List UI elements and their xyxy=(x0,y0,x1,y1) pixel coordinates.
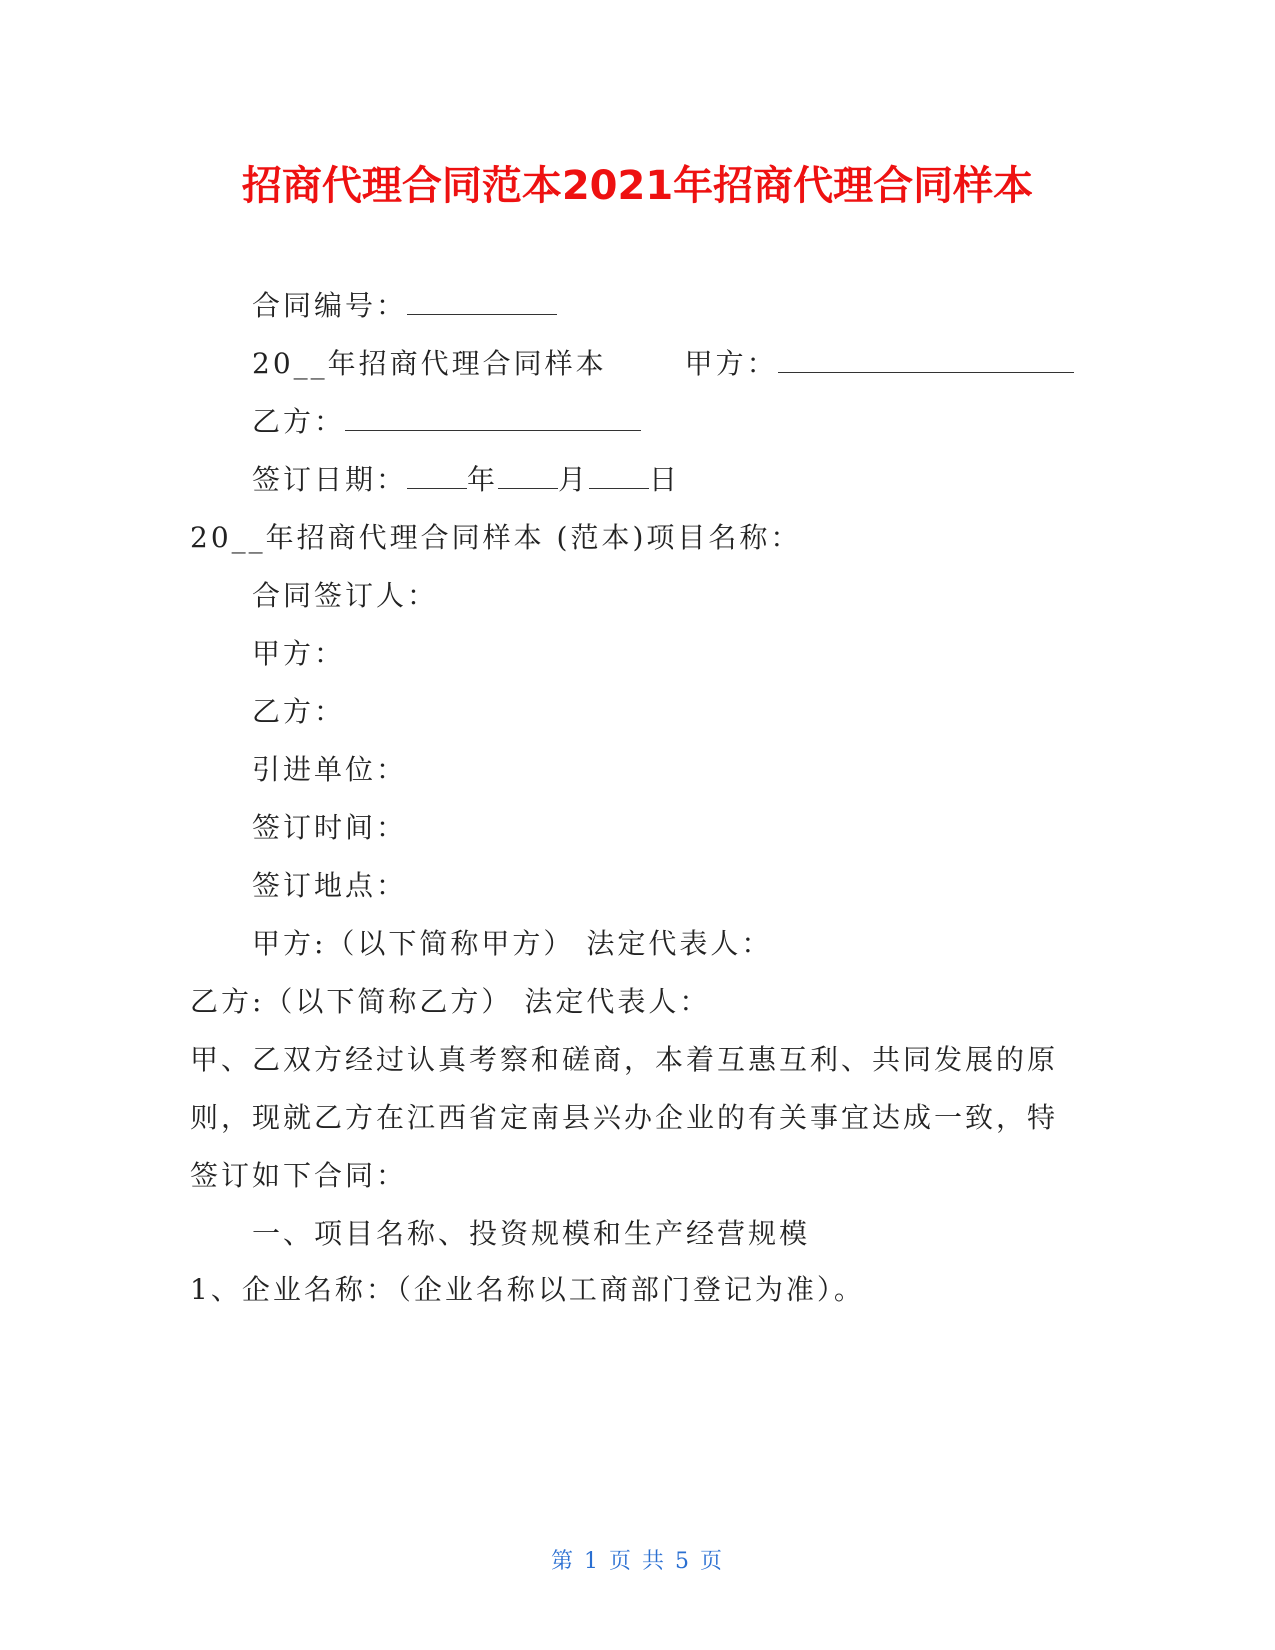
sample-title-short: 20__年招商代理合同样本 xyxy=(252,347,607,380)
page-indicator: 第 1 页 共 5 页 xyxy=(551,1549,724,1574)
contract-number-blank xyxy=(407,290,557,315)
day-char: 日 xyxy=(649,463,681,496)
party-a-label-top: 甲方： xyxy=(684,347,778,380)
signers-label: 合同签订人： xyxy=(252,579,439,612)
sign-date-line xyxy=(252,460,680,500)
intro-unit-label: 引进单位： xyxy=(252,753,408,786)
project-name-line: 20__年招商代理合同样本 (范本)项目名称： xyxy=(190,521,802,554)
party-b-label-top: 乙方： xyxy=(252,405,346,438)
party-b-full-line: 乙方:（以下简称乙方） 法定代表人： xyxy=(190,985,711,1018)
section-1-heading: 一、项目名称、投资规模和生产经营规模 xyxy=(252,1217,811,1250)
sign-time-label: 签订时间： xyxy=(252,811,408,844)
sign-date-label: 签订日期： xyxy=(252,463,408,496)
body-paragraph-line-1: 甲、乙双方经过认真考察和磋商，本着互惠互利、共同发展的原 xyxy=(190,1043,1059,1076)
sign-place-label: 签订地点： xyxy=(252,869,408,902)
month-blank xyxy=(498,464,558,489)
sample-title-line xyxy=(252,344,1074,384)
contract-number-line xyxy=(252,286,557,326)
party-a-label: 甲方： xyxy=(252,637,346,670)
item-1-company-name: 1、企业名称：（企业名称以工商部门登记为准）。 xyxy=(190,1273,865,1306)
party-a-blank xyxy=(778,348,1074,373)
party-b-label: 乙方： xyxy=(252,695,346,728)
document-title: 招商代理合同范本2021年招商代理合同样本 xyxy=(241,163,1034,209)
body-paragraph-line-3: 签订如下合同： xyxy=(190,1159,408,1192)
day-blank xyxy=(589,464,649,489)
contract-number-label: 合同编号： xyxy=(252,289,408,322)
body-paragraph-line-2: 则，现就乙方在江西省定南县兴办企业的有关事宜达成一致，特 xyxy=(190,1101,1059,1134)
party-b-blank xyxy=(345,406,641,431)
party-b-line xyxy=(252,402,641,442)
year-char: 年 xyxy=(467,463,499,496)
year-blank xyxy=(407,464,467,489)
party-a-full-line: 甲方:（以下简称甲方） 法定代表人： xyxy=(252,927,773,960)
month-char: 月 xyxy=(558,463,590,496)
